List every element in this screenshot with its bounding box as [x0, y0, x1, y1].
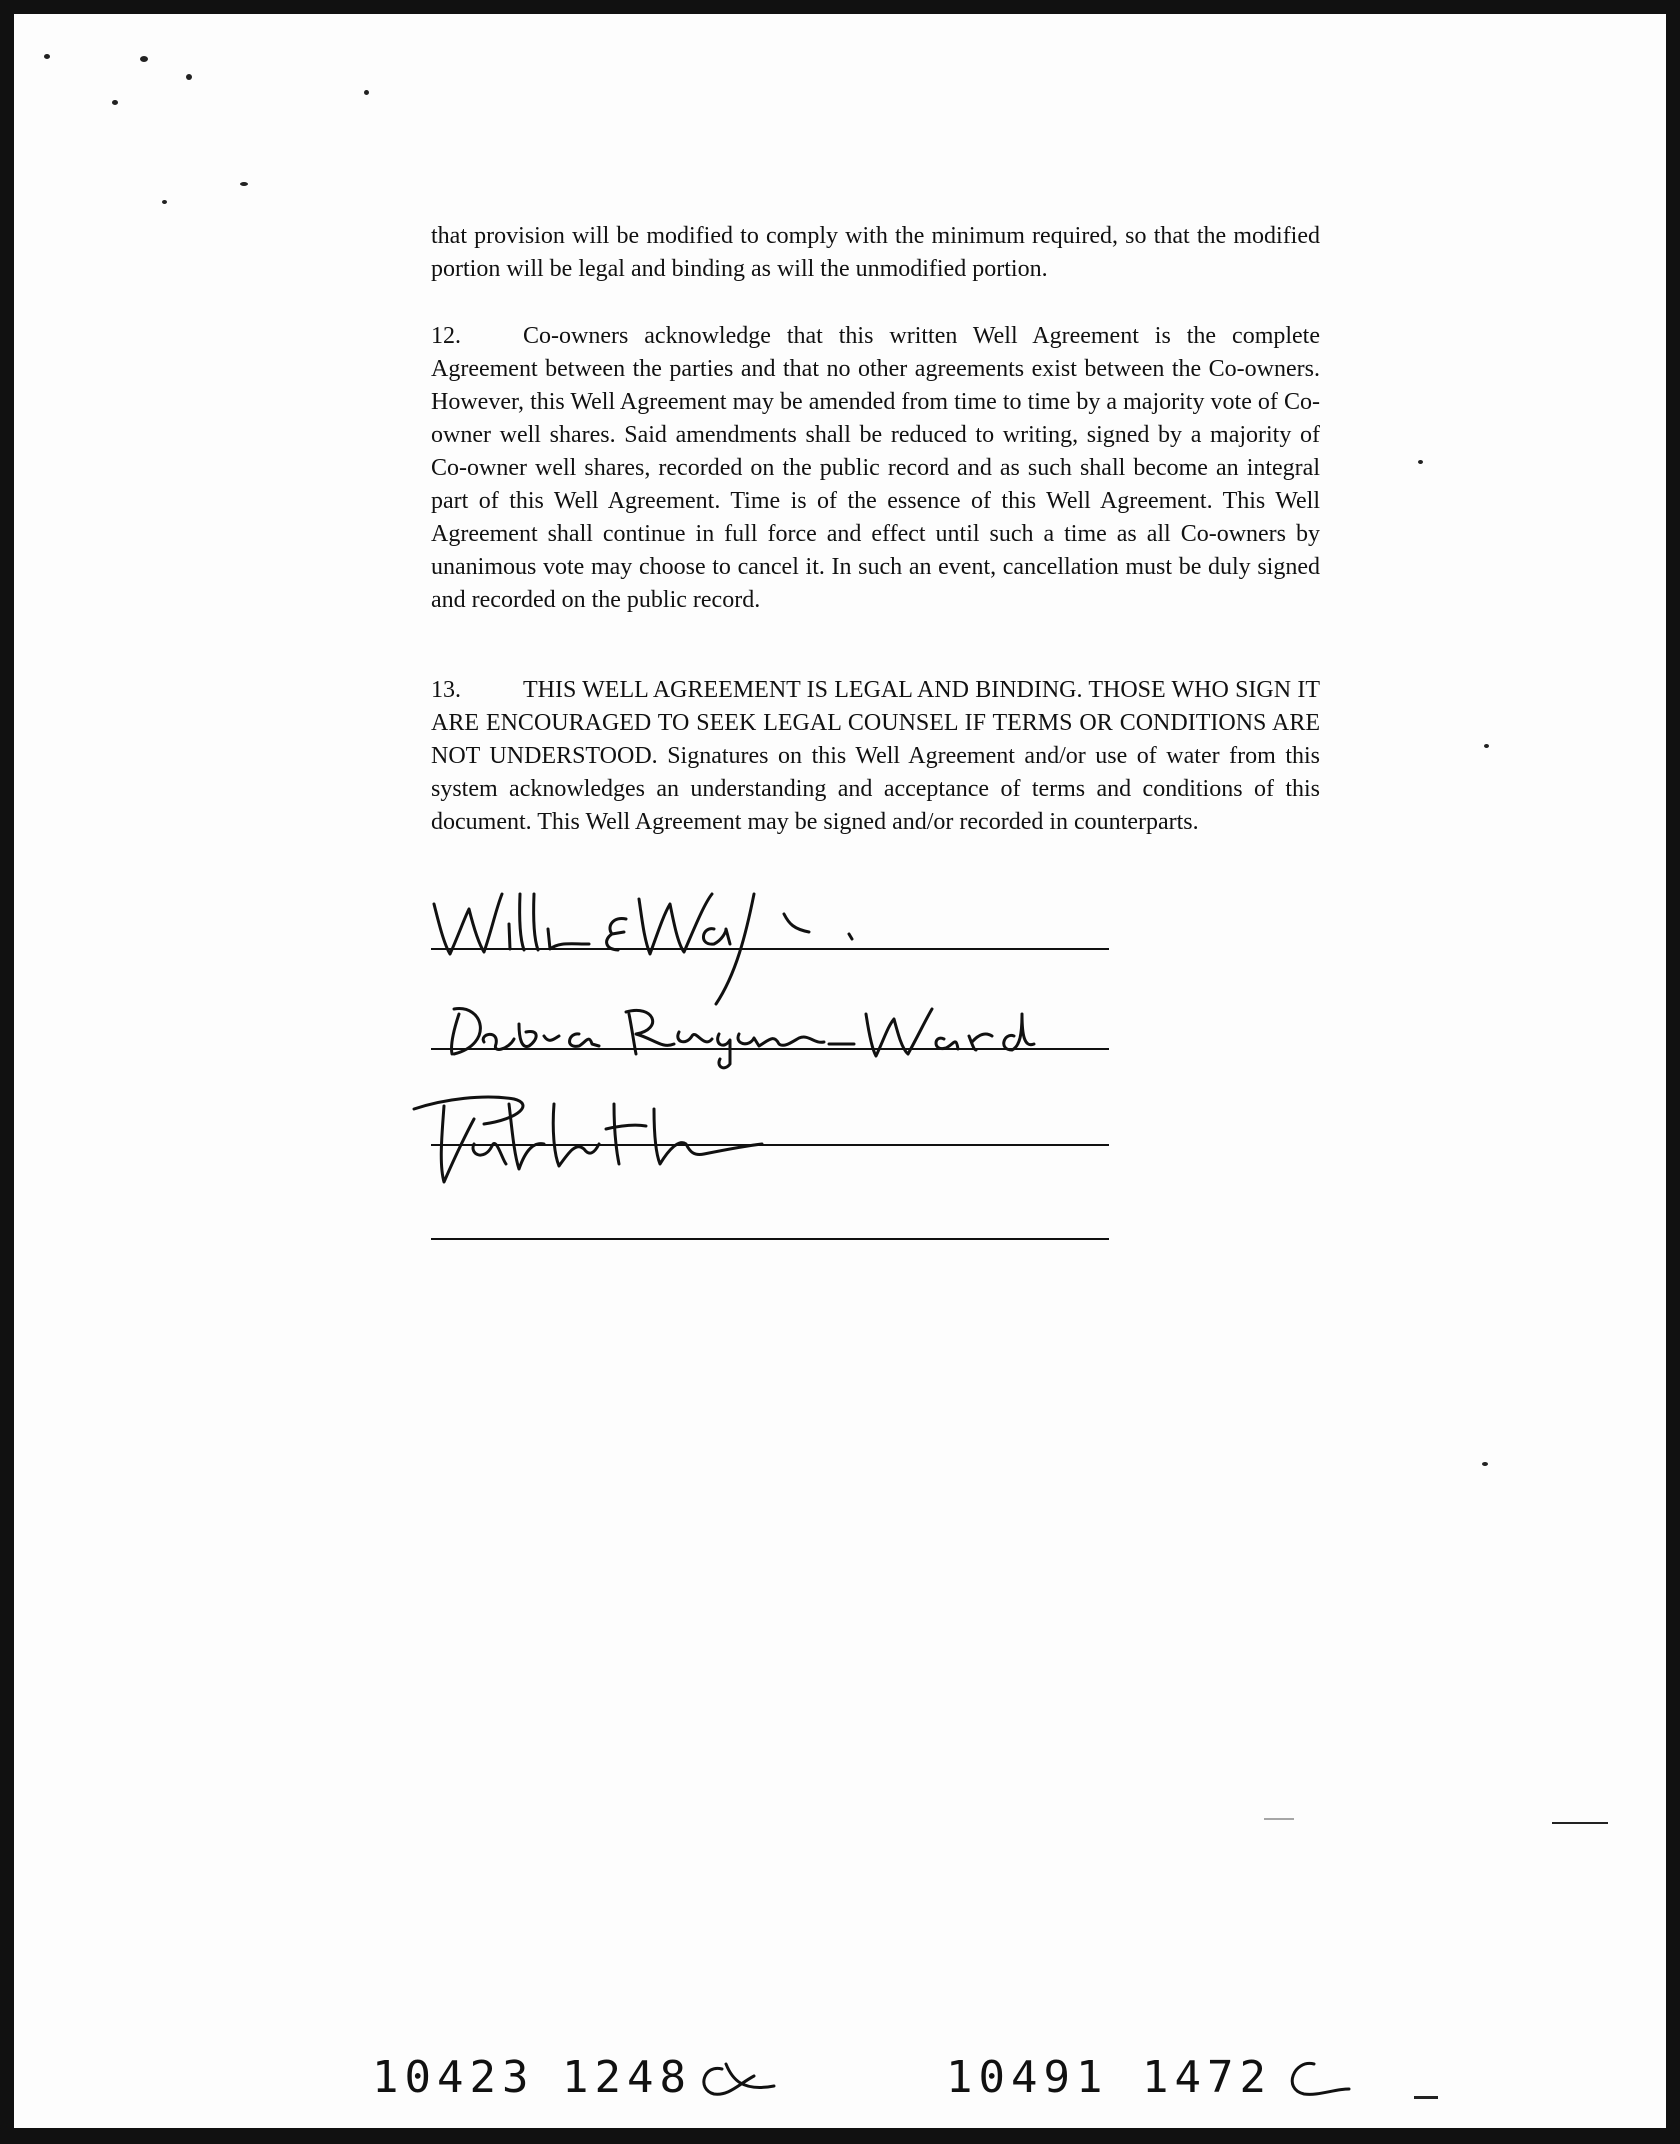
signature-line-2 [431, 1048, 1109, 1050]
signature-line-1 [431, 948, 1109, 950]
signature-line-4 [431, 1238, 1109, 1240]
paragraph-text: Co-owners acknowledge that this written Well Agreement is the complete Agreement between the parties and that no other agreements exist between the Co-owners. However, this Well Agreement may be amended from time to time by a majority vote of Co-owner well shares. Said amendments shall be reduced to writing, signed by a majority of Co-owner well shares, recorded on the public record and as such shall become an integral part of this Well Agreement. Time is of the essence of this Well Agreement. This Well Agreement shall continue in full force and effect until such a time as all Co-owners by unanimous vote may choose to cancel it. In such an event, cancellation must be duly signed and recorded on the public record. [431, 323, 1320, 613]
initial-mark-2 [1292, 2063, 1349, 2094]
scan-speck [186, 74, 192, 80]
scan-speck [240, 182, 248, 186]
reference-number: 10491 [946, 2052, 1109, 2103]
reference-number: 10423 [372, 2052, 535, 2103]
paragraph-12 [431, 320, 1320, 617]
scan-speck [162, 200, 167, 204]
initial-mark-1 [704, 2064, 774, 2094]
scan-speck [1484, 744, 1489, 748]
paragraph-number: 12. [431, 323, 461, 349]
paragraph-13 [431, 674, 1320, 839]
scan-speck [1264, 1818, 1294, 1820]
signature-debra-ward [451, 1009, 1034, 1068]
scan-speck [1418, 460, 1423, 464]
scan-speck [1414, 2096, 1438, 2099]
scan-speck [364, 90, 369, 95]
paragraph-number: 13. [431, 677, 461, 703]
intro-paragraph: that provision will be modified to comply with the minimum required, so that the modified portion will be legal and binding as will the unmodified portion. [431, 223, 1320, 282]
reference-number: 1472 [1142, 2052, 1272, 2103]
scan-speck [1482, 1462, 1488, 1466]
scan-speck [1552, 1822, 1608, 1824]
signature-illegible [414, 1097, 762, 1182]
scan-speck [140, 56, 148, 62]
document-page [14, 14, 1666, 2128]
scan-speck [44, 54, 50, 59]
scan-speck [112, 100, 118, 105]
reference-number: 1248 [562, 2052, 692, 2103]
paragraph-text: THIS WELL AGREEMENT IS LEGAL AND BINDING. THOSE WHO SIGN IT ARE ENCOURAGED TO SEEK LEGAL COUNSEL IF TERMS OR CONDITIONS ARE NOT UNDERSTOOD. Signatures on this Well Agreement and/or use of water from this system acknowledges an understanding and acceptance of terms and conditions of this document. This Well Agreement may be signed and/or recorded in counterparts. [431, 677, 1320, 835]
signature-line-3 [431, 1144, 1109, 1146]
